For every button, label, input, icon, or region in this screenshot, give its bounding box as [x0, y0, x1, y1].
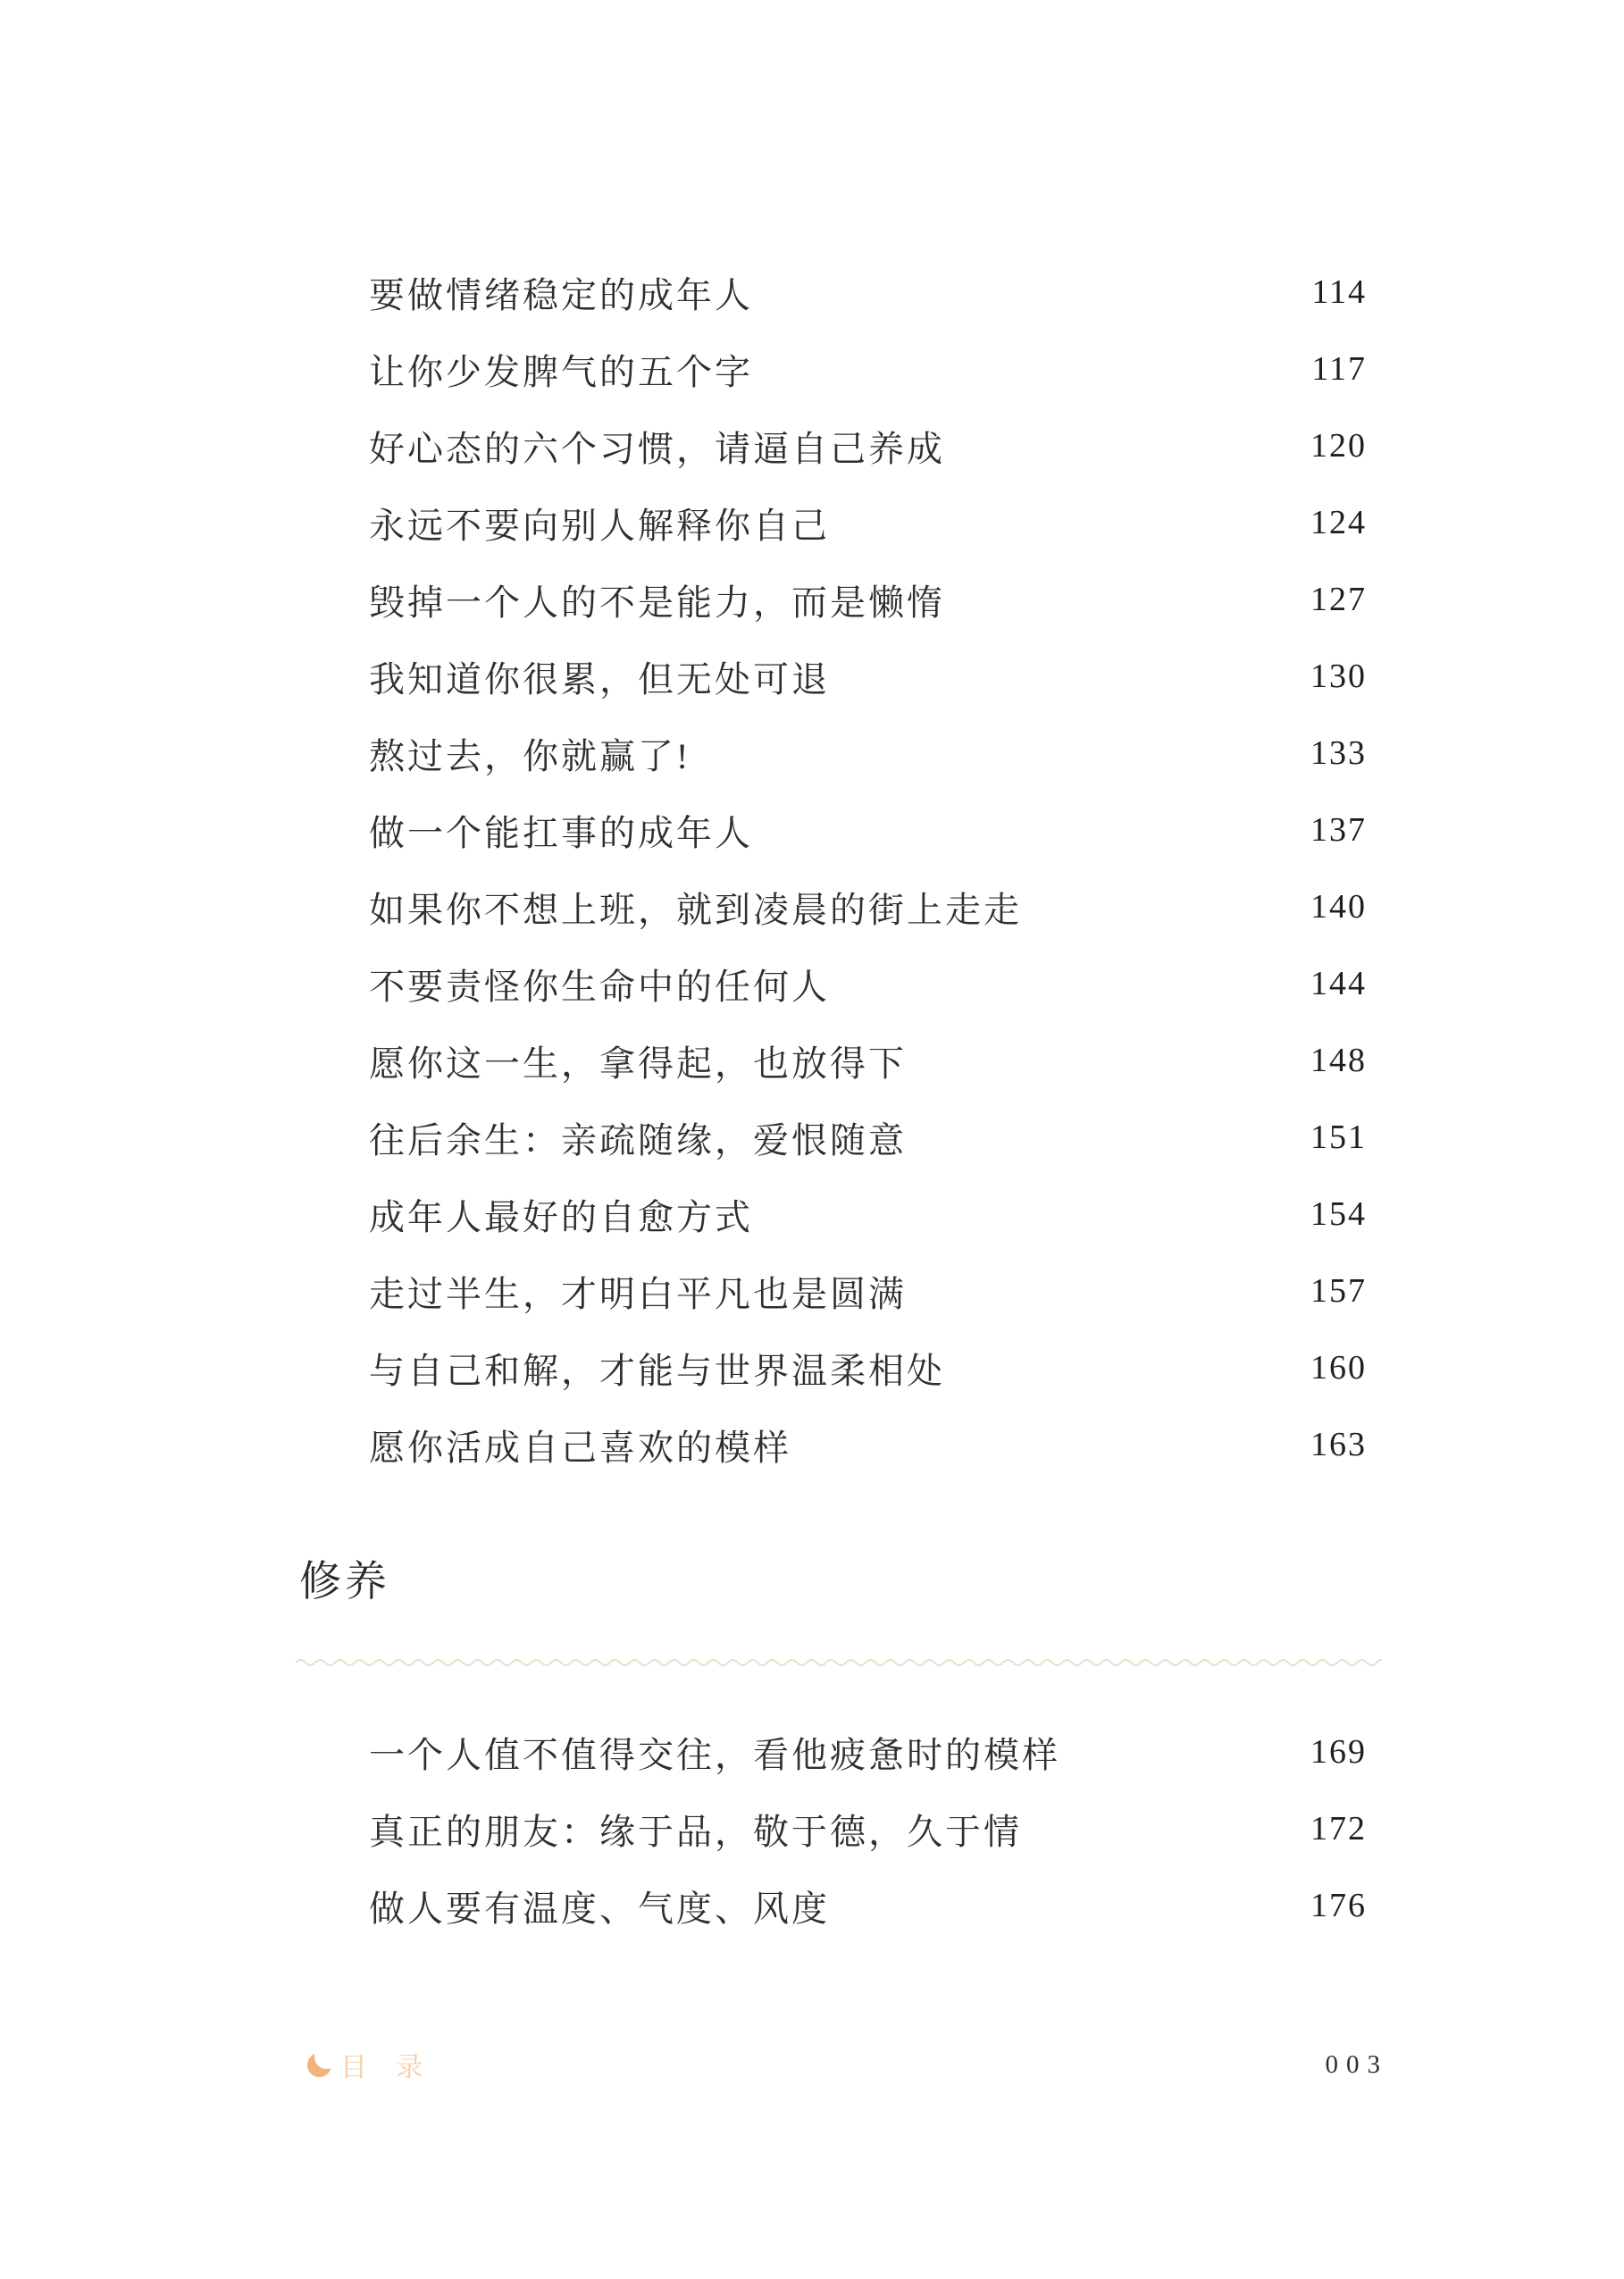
toc-entry-title: 愿你这一生，拿得起，也放得下	[369, 1043, 907, 1084]
toc-entry-page: 127	[1310, 581, 1367, 618]
toc-entry[interactable]	[369, 638, 1367, 715]
toc-entry-title: 做人要有温度、气度、风度	[369, 1888, 830, 1929]
toc-entry-title: 愿你活成自己喜欢的模样	[369, 1427, 791, 1468]
toc-entry-title: 与自己和解，才能与世界温柔相处	[369, 1350, 945, 1391]
toc-entry-title: 让你少发脾气的五个字	[369, 351, 753, 392]
toc-entry[interactable]	[369, 1329, 1367, 1406]
toc-entry[interactable]	[369, 945, 1367, 1022]
toc-entry[interactable]	[369, 407, 1367, 484]
toc-entry-title: 走过半生，才明白平凡也是圆满	[369, 1273, 907, 1314]
toc-entry[interactable]	[369, 1790, 1367, 1867]
toc-entry-page: 169	[1310, 1733, 1367, 1771]
toc-entry[interactable]	[369, 1406, 1367, 1483]
toc-entry-title: 要做情绪稳定的成年人	[369, 274, 753, 315]
toc-entry-title: 成年人最好的自愈方式	[369, 1196, 753, 1237]
toc-entry-page: 137	[1310, 811, 1367, 849]
toc-entry-page: 151	[1310, 1119, 1367, 1156]
toc-list-section2	[369, 1713, 1367, 1944]
toc-entry[interactable]	[369, 1099, 1367, 1176]
folio-number: 003	[1325, 2050, 1388, 2079]
toc-entry-title: 毁掉一个人的不是能力，而是懒惰	[369, 582, 945, 623]
toc-entry-page: 133	[1310, 734, 1367, 772]
toc-entry-title: 真正的朋友：缘于品，敬于德，久于情	[369, 1811, 1022, 1852]
toc-entry[interactable]	[369, 868, 1367, 945]
toc-entry-title: 好心态的六个习惯，请逼自己养成	[369, 428, 945, 469]
footer-label: 目 录	[340, 2053, 426, 2082]
toc-entry-page: 117	[1311, 350, 1367, 388]
toc-entry-title: 做一个能扛事的成年人	[369, 812, 753, 853]
wavy-divider	[295, 1655, 1382, 1666]
toc-entry-title: 如果你不想上班，就到凌晨的街上走走	[369, 889, 1022, 930]
toc-entry-page: 172	[1310, 1810, 1367, 1847]
toc-entry[interactable]	[369, 561, 1367, 638]
toc-entry[interactable]	[369, 1867, 1367, 1944]
toc-entry[interactable]	[369, 1713, 1367, 1790]
toc-entry-title: 我知道你很累，但无处可退	[369, 658, 830, 700]
toc-entry-page: 157	[1310, 1272, 1367, 1310]
toc-entry-page: 160	[1310, 1349, 1367, 1387]
toc-entry[interactable]	[369, 484, 1367, 561]
toc-entry-title: 一个人值不值得交往，看他疲惫时的模样	[369, 1734, 1060, 1775]
toc-entry-title: 永远不要向别人解释你自己	[369, 505, 830, 546]
toc-entry-page: 124	[1310, 504, 1367, 541]
toc-entry[interactable]	[369, 715, 1367, 792]
toc-entry[interactable]	[369, 254, 1367, 331]
toc-entry[interactable]	[369, 1176, 1367, 1253]
section-header: 修养	[299, 1557, 390, 1605]
toc-entry-page: 154	[1310, 1195, 1367, 1233]
toc-list-continued	[369, 254, 1367, 1483]
toc-entry-page: 120	[1310, 427, 1367, 465]
toc-entry-page: 140	[1310, 888, 1367, 926]
toc-entry-page: 144	[1310, 965, 1367, 1002]
toc-entry-page: 163	[1310, 1426, 1367, 1463]
footer	[307, 2048, 425, 2082]
toc-entry[interactable]	[369, 792, 1367, 868]
crescent-moon-icon	[307, 2053, 331, 2077]
toc-entry-title: 往后余生：亲疏随缘，爱恨随意	[369, 1119, 907, 1160]
toc-entry-page: 114	[1311, 273, 1367, 311]
toc-entry-title: 不要责怪你生命中的任何人	[369, 966, 830, 1007]
toc-entry-title: 熬过去，你就赢了!	[369, 735, 691, 776]
toc-entry[interactable]	[369, 1253, 1367, 1329]
toc-entry[interactable]	[369, 331, 1367, 407]
toc-entry-page: 176	[1310, 1887, 1367, 1924]
toc-entry-page: 130	[1310, 658, 1367, 695]
toc-entry-page: 148	[1310, 1042, 1367, 1079]
toc-entry[interactable]	[369, 1022, 1367, 1099]
